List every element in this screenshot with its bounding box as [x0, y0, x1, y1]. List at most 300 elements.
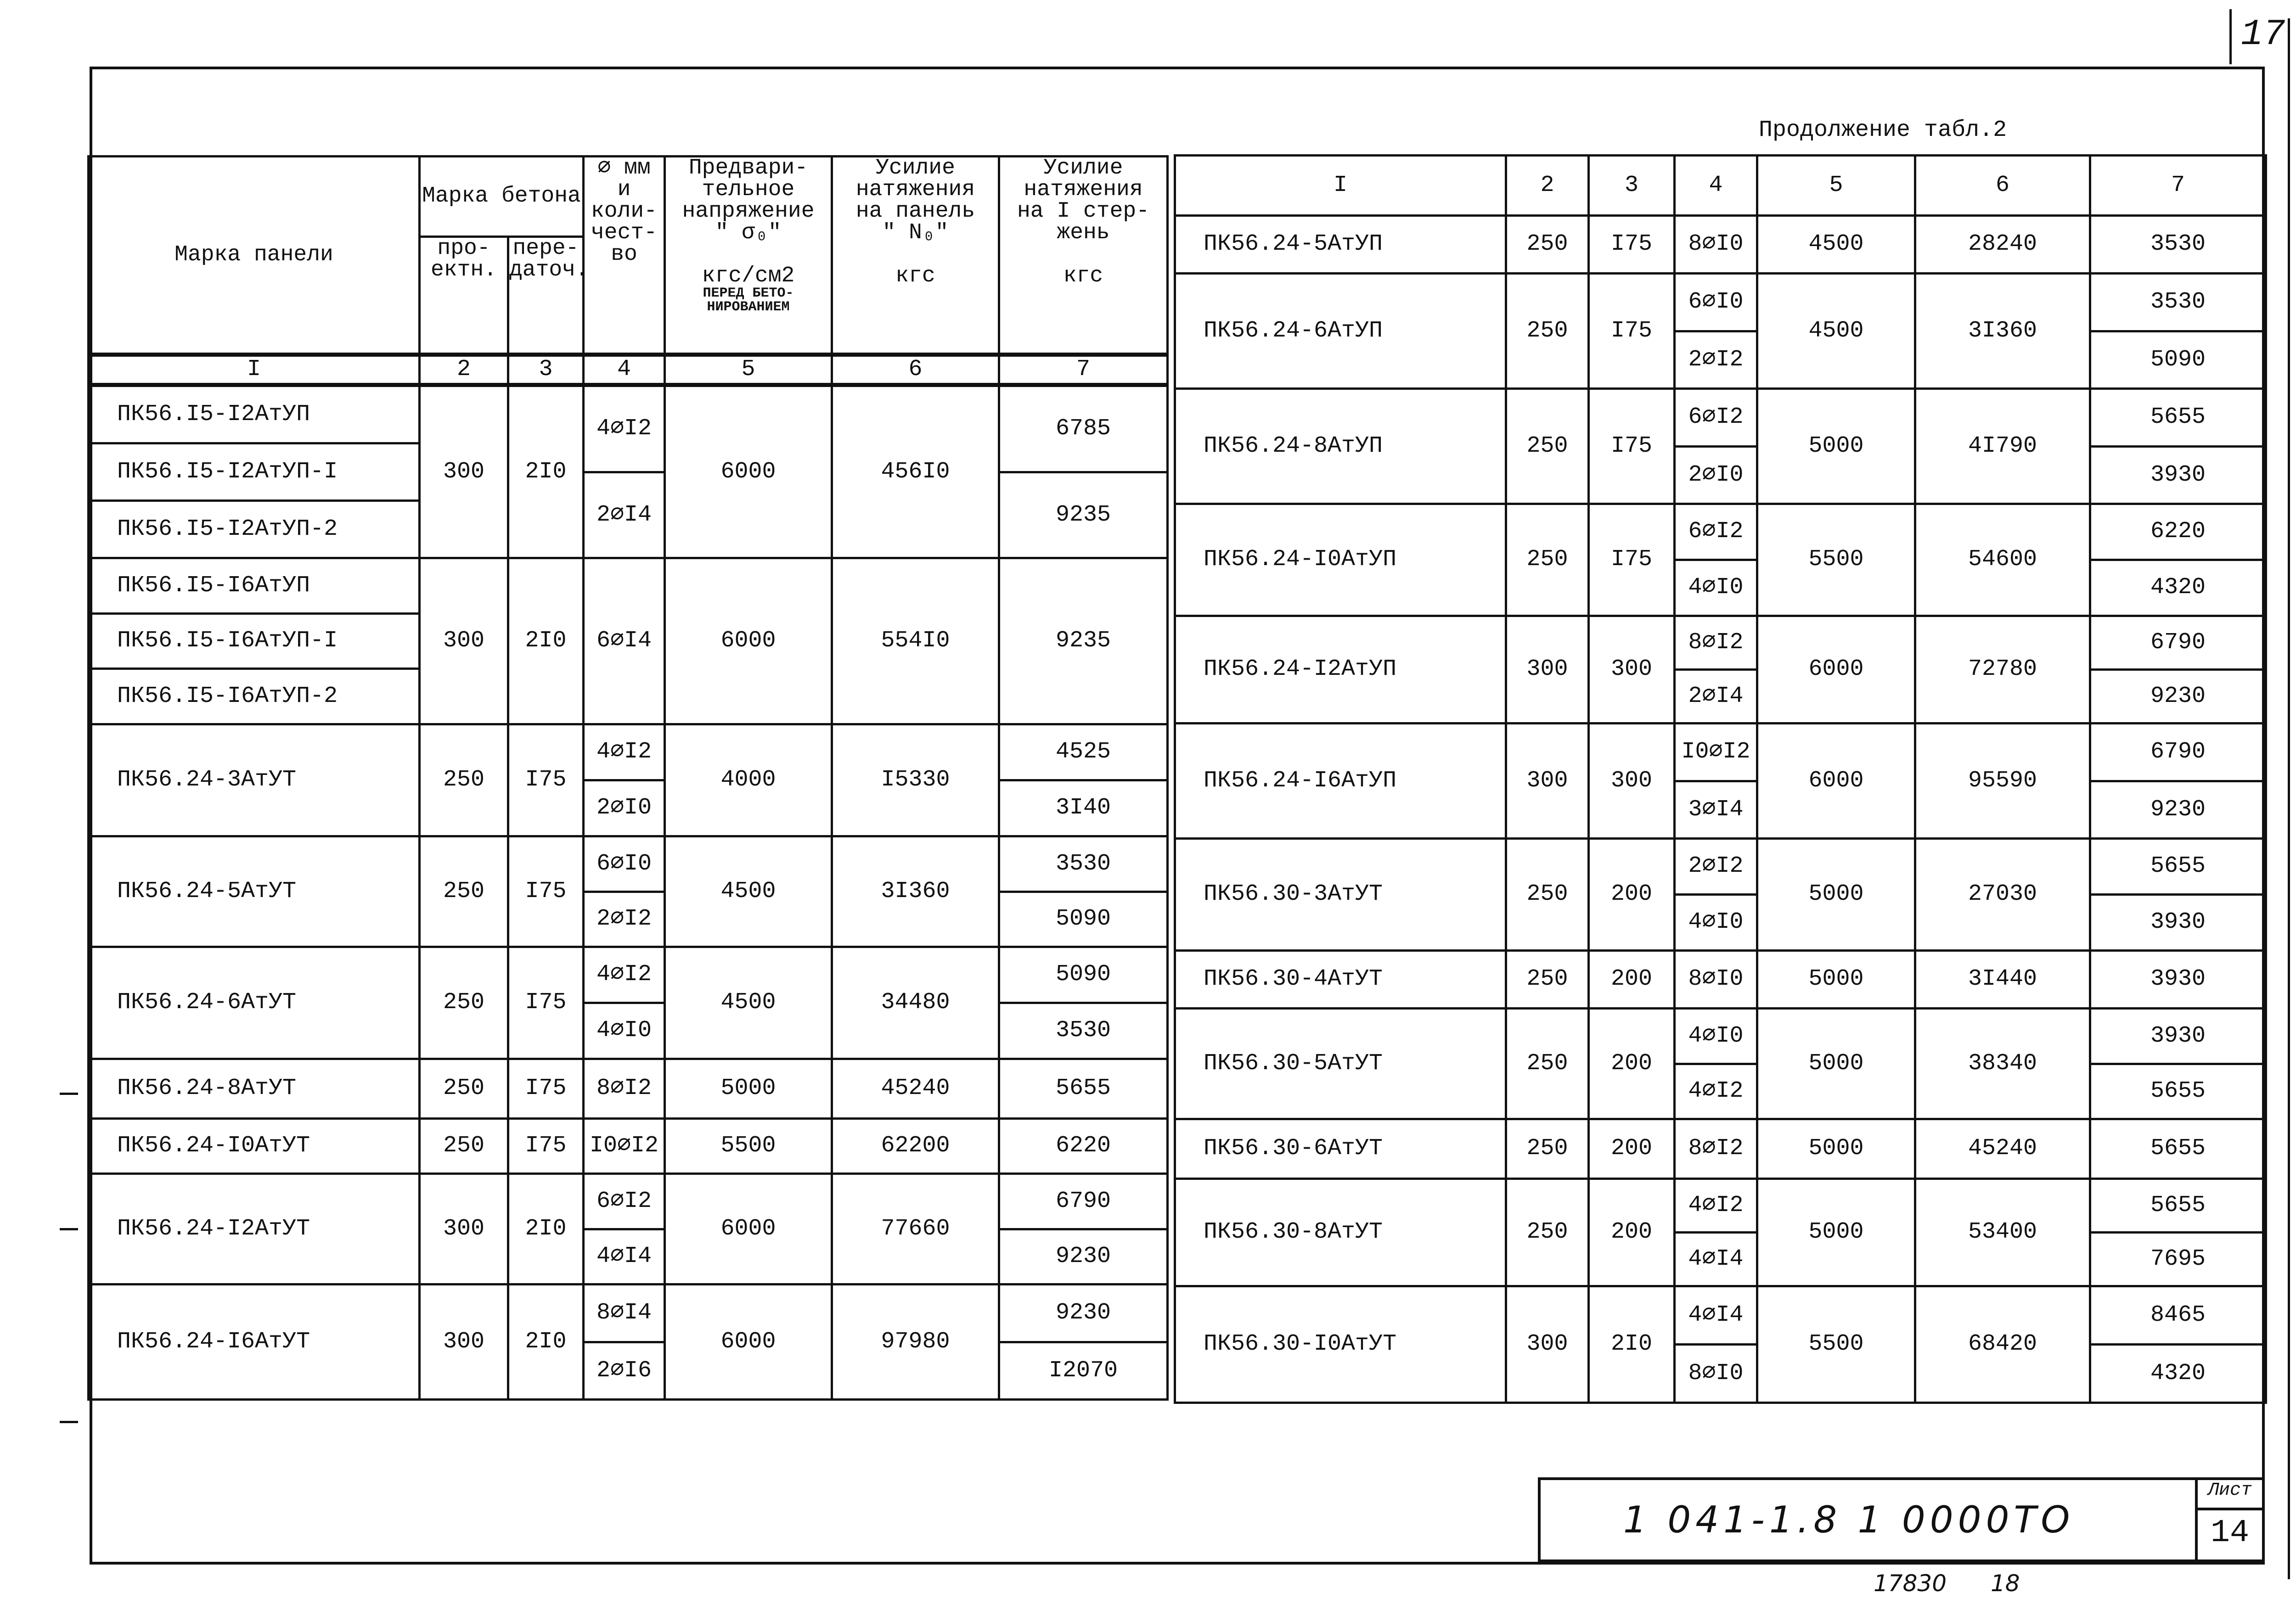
- prestress-value: 5000: [1757, 389, 1915, 504]
- panel-mark: ПК56.24-6АтУП: [1204, 317, 1383, 344]
- panel-mark-cell: [1175, 839, 1506, 951]
- panel-force-value: 97980: [832, 1285, 999, 1400]
- panel-mark-cell: [89, 1174, 420, 1285]
- panel-mark: ПК56.30-I0АтУТ: [1204, 1331, 1397, 1358]
- column-number-2: 2: [420, 355, 508, 385]
- prestress-value: 5000: [1757, 1009, 1915, 1119]
- transfer-grade: 2I0: [508, 558, 584, 724]
- rebar-spec-cell: [1675, 616, 1757, 724]
- bar-force-value: 9230: [1055, 1300, 1111, 1326]
- table-row: [1175, 839, 2266, 951]
- bar-force-value: 5655: [2150, 853, 2206, 880]
- prestress-value: 4500: [1757, 274, 1915, 389]
- panel-force-value: 34480: [832, 947, 999, 1059]
- table-row: [1175, 274, 2266, 389]
- rebar-spec: 8⌀I0: [1676, 1343, 1756, 1402]
- column-number-7: 7: [999, 355, 1168, 385]
- right-table-body: [1175, 216, 2266, 1403]
- rebar-spec-cell: [584, 947, 665, 1059]
- bar-force-value: 9230: [2091, 668, 2265, 722]
- transfer-grade: I75: [508, 724, 584, 836]
- prestress-value: 5000: [1757, 839, 1915, 951]
- column-number-1: I: [89, 355, 420, 385]
- table-row: [1175, 504, 2266, 616]
- panel-mark: ПК56.I5-I6АтУП-2: [90, 668, 418, 723]
- design-grade: 250: [1506, 216, 1589, 274]
- panel-mark: ПК56.24-8АтУТ: [117, 1075, 297, 1102]
- rebar-spec: 2⌀I0: [585, 779, 664, 835]
- prestress-value: 4000: [665, 724, 832, 836]
- sheet-cell: [2195, 1480, 2262, 1560]
- transfer-grade: 200: [1589, 1009, 1675, 1119]
- bar-force-value-cell: [999, 1059, 1168, 1119]
- rebar-spec-cell: [1675, 839, 1757, 951]
- bar-force-value: 6790: [1055, 1188, 1111, 1214]
- panel-force-value: I5330: [832, 724, 999, 836]
- panel-mark: ПК56.24-I6АтУТ: [117, 1328, 310, 1355]
- design-grade: 250: [1506, 1009, 1589, 1119]
- panel-mark-cell: [1175, 389, 1506, 504]
- header-concrete-grade: Марка бетона: [420, 157, 584, 237]
- design-grade: 250: [420, 947, 508, 1059]
- panel-force-value: 4I790: [1915, 389, 2090, 504]
- rebar-spec: 6⌀I2: [1688, 404, 1744, 430]
- panel-force-value: 456I0: [832, 385, 999, 558]
- panel-mark: ПК56.I5-I6АтУП-I: [90, 612, 418, 668]
- header-panel-force: Усилие натяжения на панель " N₀" кгс: [832, 157, 999, 355]
- table-row: [89, 836, 1168, 947]
- header-prestress: [665, 157, 832, 355]
- bar-force-value: 9230: [1000, 1228, 1166, 1284]
- panel-mark-cell: [1175, 216, 1506, 274]
- design-grade: 250: [1506, 1119, 1589, 1179]
- transfer-grade: 200: [1589, 1179, 1675, 1286]
- sheet-label: Лист: [2198, 1480, 2262, 1510]
- transfer-grade: 300: [1589, 616, 1675, 724]
- bar-force-value: 4320: [2091, 559, 2265, 615]
- rebar-spec: 4⌀I4: [1676, 1231, 1756, 1285]
- prestress-value: 6000: [665, 1285, 832, 1400]
- panel-force-value: 72780: [1915, 616, 2090, 724]
- prestress-value: 4500: [665, 947, 832, 1059]
- column-number-6: 6: [832, 355, 999, 385]
- bar-force-value: 9235: [1055, 628, 1111, 654]
- transfer-grade: 2I0: [508, 385, 584, 558]
- bar-force-value-cell: [2090, 1179, 2266, 1286]
- panel-mark: ПК56.I5-I6АтУП: [117, 572, 310, 599]
- rebar-spec-cell: [584, 385, 665, 558]
- rebar-spec: 2⌀I0: [1676, 445, 1756, 503]
- bar-force-value: 6790: [2150, 739, 2206, 765]
- table-row: [89, 385, 1168, 558]
- bar-force-value: 5655: [2091, 1063, 2265, 1118]
- column-number-4: 4: [584, 355, 665, 385]
- bar-force-value: 3930: [2091, 893, 2265, 949]
- rebar-spec: 2⌀I2: [1676, 330, 1756, 388]
- rebar-spec-cell: [584, 1119, 665, 1174]
- bar-force-value-cell: [999, 385, 1168, 558]
- column-number-1: I: [1175, 156, 1506, 216]
- table-row: [1175, 616, 2266, 724]
- column-number-7: 7: [2090, 156, 2266, 216]
- design-grade: 250: [1506, 839, 1589, 951]
- document-code: 1 041-1.8 1 0000ТО: [1623, 1498, 2075, 1541]
- table-row: [89, 947, 1168, 1059]
- header-prestress-label: Предвари- тельное напряжение " σ₀" кгс/см2: [682, 156, 815, 289]
- rebar-spec: I0⌀I2: [1681, 739, 1750, 765]
- panel-mark-cell: [1175, 724, 1506, 839]
- design-grade: 250: [1506, 1179, 1589, 1286]
- panel-mark: ПК56.24-5АтУП: [1204, 231, 1383, 258]
- panel-mark: ПК56.24-I2АтУП: [1204, 656, 1397, 683]
- margin-tick: [60, 1421, 78, 1423]
- archive-number: 17830 18: [1874, 1570, 2020, 1597]
- rebar-spec: 4⌀I2: [596, 415, 652, 442]
- panel-mark: ПК56.24-I2АтУТ: [117, 1215, 310, 1242]
- panel-mark-cell: [89, 724, 420, 836]
- bar-force-value: I2070: [1000, 1341, 1166, 1399]
- design-grade: 250: [420, 1119, 508, 1174]
- panel-mark-cell: [89, 558, 420, 724]
- header-rebar: ⌀ мм и коли- чест- во: [584, 157, 665, 355]
- bar-force-value: 8465: [2150, 1301, 2206, 1328]
- transfer-grade: 300: [1589, 724, 1675, 839]
- table-row: [1175, 389, 2266, 504]
- panel-mark: ПК56.24-I0АтУП: [1204, 546, 1397, 573]
- panel-mark: ПК56.30-8АтУТ: [1204, 1219, 1383, 1245]
- column-number-4: 4: [1675, 156, 1757, 216]
- bar-force-value-cell: [2090, 1286, 2266, 1403]
- rebar-spec: 4⌀I0: [1676, 559, 1756, 615]
- bar-force-value: 5090: [1055, 961, 1111, 988]
- bar-force-value: 3530: [1055, 850, 1111, 877]
- transfer-grade: 200: [1589, 839, 1675, 951]
- panel-force-value: 77660: [832, 1174, 999, 1285]
- transfer-grade: 2I0: [1589, 1286, 1675, 1403]
- rebar-spec: 8⌀I2: [1688, 1135, 1744, 1162]
- transfer-grade: 2I0: [508, 1285, 584, 1400]
- margin-tick: [60, 1228, 78, 1230]
- bar-force-value: 5655: [2150, 1192, 2206, 1218]
- table-row: [89, 1285, 1168, 1400]
- bar-force-value-cell: [2090, 839, 2266, 951]
- rebar-spec: 4⌀I0: [1688, 1022, 1744, 1049]
- table-row: [89, 1059, 1168, 1119]
- transfer-grade: I75: [508, 1119, 584, 1174]
- prestress-value: 6000: [1757, 724, 1915, 839]
- rebar-spec: 4⌀I2: [596, 739, 652, 765]
- prestress-value: 5500: [1757, 1286, 1915, 1403]
- prestress-value: 4500: [1757, 216, 1915, 274]
- table-row: [1175, 951, 2266, 1009]
- bar-force-value-cell: [2090, 951, 2266, 1009]
- transfer-grade: 200: [1589, 1119, 1675, 1179]
- panel-force-value: 53400: [1915, 1179, 2090, 1286]
- page-number-divider: [2229, 9, 2232, 64]
- prestress-value: 5000: [665, 1059, 832, 1119]
- rebar-spec: 6⌀I2: [1688, 518, 1744, 545]
- panel-mark: ПК56.24-6АтУТ: [117, 989, 297, 1016]
- transfer-grade: I75: [508, 836, 584, 947]
- rebar-spec: 8⌀I0: [1688, 231, 1744, 258]
- bar-force-value: 3930: [2150, 1022, 2206, 1049]
- bar-force-value: 3I40: [1000, 779, 1166, 835]
- transfer-grade: I75: [508, 1059, 584, 1119]
- bar-force-value: 3530: [1000, 1002, 1166, 1058]
- bar-force-value-cell: [999, 947, 1168, 1059]
- panel-mark-cell: [1175, 504, 1506, 616]
- table-row: [1175, 1119, 2266, 1179]
- sheet-number: 14: [2210, 1515, 2249, 1551]
- transfer-grade: I75: [1589, 216, 1675, 274]
- rebar-spec-cell: [584, 1059, 665, 1119]
- bar-force-value-cell: [2090, 1119, 2266, 1179]
- margin-tick: [60, 1093, 78, 1095]
- rebar-spec: 4⌀I0: [585, 1002, 664, 1058]
- rebar-spec-cell: [1675, 1179, 1757, 1286]
- left-table: [87, 155, 1169, 1401]
- panel-force-value: 554I0: [832, 558, 999, 724]
- bar-force-value-cell: [2090, 724, 2266, 839]
- panel-mark-cell: [1175, 951, 1506, 1009]
- table-row: [89, 1174, 1168, 1285]
- rebar-spec-cell: [1675, 216, 1757, 274]
- panel-force-value: 95590: [1915, 724, 2090, 839]
- rebar-spec: 4⌀I2: [1676, 1063, 1756, 1118]
- panel-mark: ПК56.24-I6АтУП: [1204, 767, 1397, 794]
- outer-border-line: [2288, 18, 2290, 1579]
- bar-force-value-cell: [2090, 216, 2266, 274]
- column-number-6: 6: [1915, 156, 2090, 216]
- header-panel-mark: Марка панели: [89, 157, 420, 355]
- bar-force-value: 7695: [2091, 1231, 2265, 1285]
- panel-mark-cell: [89, 947, 420, 1059]
- rebar-spec: 2⌀I6: [585, 1341, 664, 1399]
- panel-force-value: 3I360: [1915, 274, 2090, 389]
- panel-mark-cell: [1175, 1009, 1506, 1119]
- bar-force-value: 3530: [2150, 289, 2206, 315]
- column-number-3: 3: [508, 355, 584, 385]
- rebar-spec: 4⌀I2: [596, 961, 652, 988]
- column-number-row: [89, 355, 1168, 385]
- rebar-spec: 4⌀I2: [1688, 1192, 1744, 1218]
- column-number-2: 2: [1506, 156, 1589, 216]
- transfer-grade: 200: [1589, 951, 1675, 1009]
- bar-force-value-cell: [2090, 274, 2266, 389]
- panel-force-value: 28240: [1915, 216, 2090, 274]
- panel-force-value: 3I440: [1915, 951, 2090, 1009]
- design-grade: 250: [420, 836, 508, 947]
- right-table: [1174, 154, 2267, 1404]
- bar-force-value: 6220: [2150, 518, 2206, 545]
- rebar-spec-cell: [584, 836, 665, 947]
- design-grade: 300: [1506, 724, 1589, 839]
- panel-mark: ПК56.24-8АтУП: [1204, 432, 1383, 459]
- rebar-spec: 8⌀I2: [1688, 629, 1744, 656]
- transfer-grade: I75: [1589, 504, 1675, 616]
- bar-force-value: 4525: [1055, 739, 1111, 765]
- rebar-spec: 2⌀I2: [1688, 853, 1744, 880]
- table-row: [1175, 1179, 2266, 1286]
- bar-force-value-cell: [999, 1119, 1168, 1174]
- bar-force-value: 3930: [2150, 966, 2206, 993]
- panel-mark-cell: [89, 836, 420, 947]
- prestress-value: 5000: [1757, 951, 1915, 1009]
- panel-mark: ПК56.I5-I2АтУП-2: [90, 499, 418, 557]
- bar-force-value: 3930: [2091, 445, 2265, 503]
- panel-mark: ПК56.24-5АтУТ: [117, 878, 297, 904]
- transfer-grade: 2I0: [508, 1174, 584, 1285]
- rebar-spec-cell: [584, 1285, 665, 1400]
- rebar-spec: 8⌀I2: [596, 1075, 652, 1102]
- prestress-value: 5500: [665, 1119, 832, 1174]
- column-number-5: 5: [1757, 156, 1915, 216]
- design-grade: 250: [1506, 274, 1589, 389]
- rebar-spec-cell: [1675, 1286, 1757, 1403]
- panel-force-value: 27030: [1915, 839, 2090, 951]
- bar-force-value: 6785: [1055, 415, 1111, 442]
- panel-force-value: 45240: [832, 1059, 999, 1119]
- panel-mark: ПК56.I5-I2АтУП: [117, 401, 310, 427]
- rebar-spec: 6⌀I4: [596, 628, 652, 654]
- rebar-spec-cell: [1675, 1009, 1757, 1119]
- panel-force-value: 68420: [1915, 1286, 2090, 1403]
- panel-force-value: 45240: [1915, 1119, 2090, 1179]
- design-grade: 250: [1506, 389, 1589, 504]
- bar-force-value-cell: [2090, 389, 2266, 504]
- table-row: [1175, 1009, 2266, 1119]
- panel-force-value: 3I360: [832, 836, 999, 947]
- panel-mark-cell: [1175, 1179, 1506, 1286]
- rebar-spec-cell: [1675, 1119, 1757, 1179]
- bar-force-value-cell: [2090, 504, 2266, 616]
- rebar-spec-cell: [1675, 274, 1757, 389]
- bar-force-value: 5655: [2150, 404, 2206, 430]
- table-row: [1175, 216, 2266, 274]
- table-row: [89, 558, 1168, 724]
- panel-mark-cell: [89, 1119, 420, 1174]
- prestress-value: 4500: [665, 836, 832, 947]
- column-number-row: [1175, 156, 2266, 216]
- header-design-grade: про- ектн.: [420, 237, 508, 355]
- design-grade: 250: [1506, 504, 1589, 616]
- panel-mark-cell: [89, 1285, 420, 1400]
- prestress-value: 6000: [665, 1174, 832, 1285]
- bar-force-value: 3530: [2150, 231, 2206, 258]
- bar-force-value: 5090: [2091, 330, 2265, 388]
- table-continuation-title: Продолжение табл.2: [1759, 117, 2007, 143]
- table-row: [89, 1119, 1168, 1174]
- prestress-value: 6000: [1757, 616, 1915, 724]
- rebar-spec: 6⌀I2: [596, 1188, 652, 1214]
- prestress-value: 6000: [665, 385, 832, 558]
- rebar-spec: 2⌀I4: [1676, 668, 1756, 722]
- prestress-value: 5000: [1757, 1179, 1915, 1286]
- rebar-spec-cell: [1675, 389, 1757, 504]
- rebar-spec: 2⌀I4: [585, 471, 664, 557]
- bar-force-value-cell: [999, 1285, 1168, 1400]
- bar-force-value-cell: [999, 558, 1168, 724]
- design-grade: 300: [1506, 616, 1589, 724]
- rebar-spec-cell: [1675, 951, 1757, 1009]
- rebar-spec: 4⌀I4: [585, 1228, 664, 1284]
- panel-mark: ПК56.I5-I2АтУП-I: [90, 442, 418, 499]
- table-row: [89, 724, 1168, 836]
- panel-mark: ПК56.24-I0АтУТ: [117, 1133, 310, 1159]
- panel-mark: ПК56.30-5АтУТ: [1204, 1050, 1383, 1077]
- bar-force-value: 4320: [2091, 1343, 2265, 1402]
- panel-mark-cell: [1175, 1286, 1506, 1403]
- table-row: [1175, 1286, 2266, 1403]
- prestress-value: 5500: [1757, 504, 1915, 616]
- prestress-value: 6000: [665, 558, 832, 724]
- bar-force-value-cell: [2090, 616, 2266, 724]
- bar-force-value-cell: [999, 836, 1168, 947]
- transfer-grade: I75: [1589, 274, 1675, 389]
- rebar-spec: 8⌀I0: [1688, 966, 1744, 993]
- panel-force-value: 54600: [1915, 504, 2090, 616]
- panel-mark-cell: [89, 385, 420, 558]
- bar-force-value-cell: [999, 1174, 1168, 1285]
- bar-force-value: 6790: [2150, 629, 2206, 656]
- table-row: [1175, 724, 2266, 839]
- header-prestress-note: ПЕРЕД БЕТО- НИРОВАНИЕМ: [703, 286, 794, 315]
- rebar-spec: 4⌀I4: [1688, 1301, 1744, 1328]
- rebar-spec-cell: [584, 1174, 665, 1285]
- left-table-body: [89, 385, 1168, 1400]
- bar-force-value: 6220: [1055, 1133, 1111, 1159]
- bar-force-value: 9235: [1000, 471, 1166, 557]
- rebar-spec-cell: [1675, 504, 1757, 616]
- panel-mark-cell: [1175, 1119, 1506, 1179]
- rebar-spec-cell: [584, 724, 665, 836]
- transfer-grade: I75: [1589, 389, 1675, 504]
- design-grade: 250: [420, 1059, 508, 1119]
- panel-mark: ПК56.30-4АтУТ: [1204, 966, 1383, 993]
- bar-force-value: 5655: [2150, 1135, 2206, 1162]
- bar-force-value-cell: [2090, 1009, 2266, 1119]
- rebar-spec-cell: [584, 558, 665, 724]
- header-transfer-grade: пере- даточ.: [508, 237, 584, 355]
- panel-mark-cell: [1175, 616, 1506, 724]
- column-number-3: 3: [1589, 156, 1675, 216]
- rebar-spec: 6⌀I0: [1688, 289, 1744, 315]
- design-grade: 300: [420, 1174, 508, 1285]
- panel-force-value: 38340: [1915, 1009, 2090, 1119]
- panel-mark: ПК56.30-6АтУТ: [1204, 1135, 1383, 1162]
- rebar-spec: I0⌀I2: [589, 1133, 659, 1159]
- column-number-5: 5: [665, 355, 832, 385]
- panel-force-value: 62200: [832, 1119, 999, 1174]
- bar-force-value: 5090: [1000, 891, 1166, 946]
- rebar-spec: 3⌀I4: [1676, 780, 1756, 838]
- design-grade: 250: [420, 724, 508, 836]
- panel-mark: ПК56.24-3АтУТ: [117, 767, 297, 793]
- design-grade: 250: [1506, 951, 1589, 1009]
- header-bar-force: Усилие натяжения на I стер- жень кгс: [999, 157, 1168, 355]
- design-grade: 300: [420, 385, 508, 558]
- panel-mark-cell: [1175, 274, 1506, 389]
- rebar-spec: 4⌀I0: [1676, 893, 1756, 949]
- bar-force-value: 5655: [1055, 1075, 1111, 1102]
- panel-mark-cell: [89, 1059, 420, 1119]
- bar-force-value-cell: [999, 724, 1168, 836]
- design-grade: 300: [420, 1285, 508, 1400]
- prestress-value: 5000: [1757, 1119, 1915, 1179]
- transfer-grade: I75: [508, 947, 584, 1059]
- panel-mark: ПК56.30-3АтУТ: [1204, 881, 1383, 908]
- rebar-spec-cell: [1675, 724, 1757, 839]
